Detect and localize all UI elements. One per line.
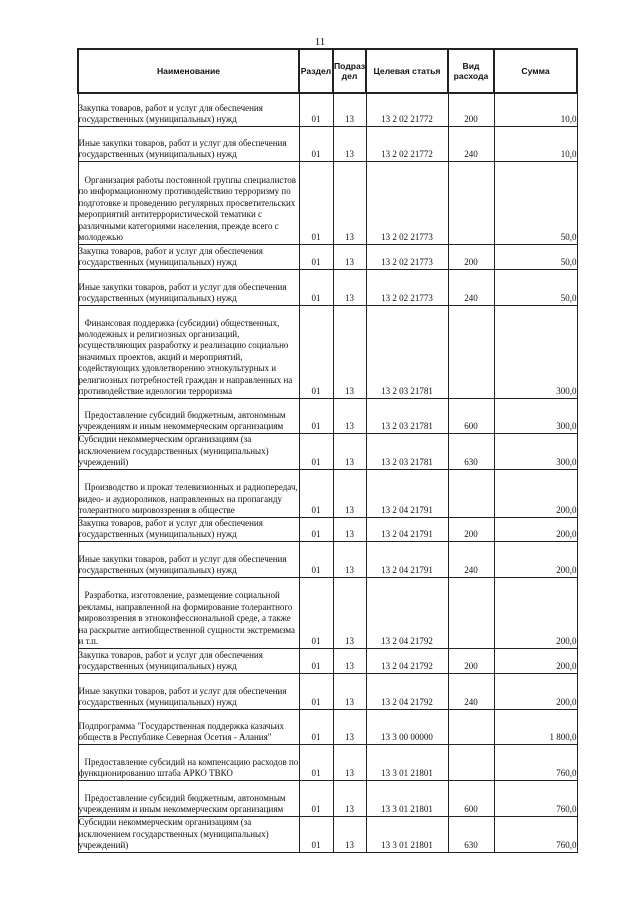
row-subsection: 13 xyxy=(333,577,366,648)
row-type xyxy=(448,469,494,517)
row-article: 13 3 01 21801 xyxy=(366,744,448,780)
row-article: 13 2 03 21781 xyxy=(366,433,448,469)
row-amount: 50,0 xyxy=(494,161,577,244)
row-subsection: 13 xyxy=(333,816,366,852)
row-article: 13 2 04 21792 xyxy=(366,673,448,709)
row-subsection: 13 xyxy=(333,93,366,126)
row-name: Предоставление субсидий на компенсацию расходов по функционированию штаба АРКО ТВКО xyxy=(78,744,299,780)
row-type: 240 xyxy=(448,269,494,305)
header-name: Наименование xyxy=(78,49,299,93)
row-type xyxy=(448,744,494,780)
row-section: 01 xyxy=(299,161,333,244)
row-article: 13 2 04 21791 xyxy=(366,517,448,541)
row-name: Подпрограмма "Государственная поддержка казачьих обществ в Республике Северная Осетия - Алания" xyxy=(78,709,299,744)
row-amount: 300,0 xyxy=(494,398,577,433)
row-type: 200 xyxy=(448,244,494,269)
row-section: 01 xyxy=(299,269,333,305)
row-name: Субсидии некоммерческим организациям (за исключением государственных (муниципальных) учреждений) xyxy=(78,816,299,852)
table-row xyxy=(78,244,577,269)
row-amount: 760,0 xyxy=(494,744,577,780)
header-expense-type: Вид расхода xyxy=(448,49,494,93)
row-article: 13 2 04 21792 xyxy=(366,577,448,648)
row-amount: 50,0 xyxy=(494,244,577,269)
row-section: 01 xyxy=(299,433,333,469)
row-section: 01 xyxy=(299,744,333,780)
row-amount: 760,0 xyxy=(494,780,577,816)
row-section: 01 xyxy=(299,398,333,433)
table-row xyxy=(78,305,577,398)
row-article: 13 2 02 21773 xyxy=(366,244,448,269)
row-name: Разработка, изготовление, размещение социальной рекламы, направленной на формирование толерантного мировоззрения в этноконфессиональной среде, а также на раскрытие антиобщественной сущности экстремизма и т.п. xyxy=(78,577,299,648)
row-section: 01 xyxy=(299,648,333,673)
row-amount: 10,0 xyxy=(494,93,577,126)
row-section: 01 xyxy=(299,673,333,709)
row-name: Производство и прокат телевизионных и радиопередач, видео- и аудиороликов, направленных на пропаганду толерантного мировоззрения в обществе xyxy=(78,469,299,517)
row-amount: 200,0 xyxy=(494,577,577,648)
row-article: 13 2 04 21791 xyxy=(366,541,448,577)
row-amount: 760,0 xyxy=(494,816,577,852)
row-subsection: 13 xyxy=(333,709,366,744)
row-subsection: 13 xyxy=(333,269,366,305)
row-amount: 200,0 xyxy=(494,648,577,673)
row-subsection: 13 xyxy=(333,541,366,577)
row-subsection: 13 xyxy=(333,744,366,780)
row-section: 01 xyxy=(299,93,333,126)
row-type: 600 xyxy=(448,398,494,433)
table-row xyxy=(78,816,577,852)
row-type xyxy=(448,577,494,648)
row-article: 13 3 00 00000 xyxy=(366,709,448,744)
row-section: 01 xyxy=(299,126,333,161)
row-amount: 1 800,0 xyxy=(494,709,577,744)
row-subsection: 13 xyxy=(333,305,366,398)
row-article: 13 2 02 21773 xyxy=(366,161,448,244)
row-subsection: 13 xyxy=(333,244,366,269)
row-type: 630 xyxy=(448,433,494,469)
table-row xyxy=(78,161,577,244)
row-type: 240 xyxy=(448,673,494,709)
row-amount: 200,0 xyxy=(494,469,577,517)
row-type: 200 xyxy=(448,517,494,541)
row-subsection: 13 xyxy=(333,126,366,161)
row-name: Иные закупки товаров, работ и услуг для обеспечения государственных (муниципальных) нужд xyxy=(78,673,299,709)
row-type xyxy=(448,161,494,244)
row-section: 01 xyxy=(299,577,333,648)
row-article: 13 2 04 21791 xyxy=(366,469,448,517)
table-row xyxy=(78,541,577,577)
row-type: 240 xyxy=(448,126,494,161)
row-type xyxy=(448,709,494,744)
row-section: 01 xyxy=(299,517,333,541)
row-article: 13 2 02 21773 xyxy=(366,269,448,305)
row-type: 240 xyxy=(448,541,494,577)
row-article: 13 2 03 21781 xyxy=(366,398,448,433)
row-name: Закупка товаров, работ и услуг для обеспечения государственных (муниципальных) нужд xyxy=(78,93,299,126)
row-section: 01 xyxy=(299,469,333,517)
row-subsection: 13 xyxy=(333,780,366,816)
row-article: 13 2 02 21772 xyxy=(366,93,448,126)
row-name: Иные закупки товаров, работ и услуг для обеспечения государственных (муниципальных) нужд xyxy=(78,126,299,161)
row-article: 13 2 03 21781 xyxy=(366,305,448,398)
table-row xyxy=(78,469,577,517)
header-target-article: Целевая статья xyxy=(366,49,448,93)
table-row xyxy=(78,648,577,673)
row-section: 01 xyxy=(299,305,333,398)
page-number: 11 xyxy=(314,36,326,48)
row-amount: 200,0 xyxy=(494,673,577,709)
row-type xyxy=(448,305,494,398)
row-article: 13 3 01 21801 xyxy=(366,816,448,852)
row-subsection: 13 xyxy=(333,673,366,709)
table-row xyxy=(78,433,577,469)
header-section: Раздел xyxy=(299,49,333,93)
row-type: 200 xyxy=(448,648,494,673)
row-subsection: 13 xyxy=(333,517,366,541)
row-subsection: 13 xyxy=(333,433,366,469)
table-row xyxy=(78,126,577,161)
row-article: 13 2 04 21792 xyxy=(366,648,448,673)
row-name: Закупка товаров, работ и услуг для обеспечения государственных (муниципальных) нужд xyxy=(78,517,299,541)
row-section: 01 xyxy=(299,816,333,852)
row-name: Предоставление субсидий бюджетным, автономным учреждениям и иным некоммерческим организациям xyxy=(78,398,299,433)
table-row xyxy=(78,673,577,709)
row-subsection: 13 xyxy=(333,161,366,244)
row-amount: 200,0 xyxy=(494,541,577,577)
row-section: 01 xyxy=(299,709,333,744)
row-amount: 200,0 xyxy=(494,517,577,541)
table-row xyxy=(78,269,577,305)
table-row xyxy=(78,577,577,648)
row-name: Финансовая поддержка (субсидии) общественных, молодежных и религиозных организаций, осуществляющих разработку и реализацию социально значимых проектов, акций и мероприятий, содействующих удовлетворению этнокультурных и религиозных потребностей граждан и направленных на противодействие идеологии терроризма xyxy=(78,305,299,398)
row-name: Предоставление субсидий бюджетным, автономным учреждениям и иным некоммерческим организациям xyxy=(78,780,299,816)
row-article: 13 2 02 21772 xyxy=(366,126,448,161)
row-name: Закупка товаров, работ и услуг для обеспечения государственных (муниципальных) нужд xyxy=(78,244,299,269)
row-amount: 10,0 xyxy=(494,126,577,161)
table-row xyxy=(78,398,577,433)
row-name: Организация работы постоянной группы специалистов по информационному противодействию терроризму по подготовке и проведению регулярных просветительских мероприятий антитеррористической тематики с различными категориями населения, прежде всего с молодежью xyxy=(78,161,299,244)
row-amount: 300,0 xyxy=(494,305,577,398)
table-row xyxy=(78,517,577,541)
row-subsection: 13 xyxy=(333,398,366,433)
row-type: 630 xyxy=(448,816,494,852)
row-amount: 50,0 xyxy=(494,269,577,305)
header-subsection: Подраз дел xyxy=(333,49,366,93)
header-amount: Сумма xyxy=(494,49,577,93)
table-row xyxy=(78,709,577,744)
row-article: 13 3 01 21801 xyxy=(366,780,448,816)
row-type: 200 xyxy=(448,93,494,126)
table-row xyxy=(78,744,577,780)
row-section: 01 xyxy=(299,244,333,269)
row-type: 600 xyxy=(448,780,494,816)
row-name: Закупка товаров, работ и услуг для обеспечения государственных (муниципальных) нужд xyxy=(78,648,299,673)
row-subsection: 13 xyxy=(333,648,366,673)
row-section: 01 xyxy=(299,780,333,816)
table-row xyxy=(78,93,577,126)
row-section: 01 xyxy=(299,541,333,577)
budget-table xyxy=(77,48,578,853)
row-subsection: 13 xyxy=(333,469,366,517)
row-name: Иные закупки товаров, работ и услуг для обеспечения государственных (муниципальных) нужд xyxy=(78,269,299,305)
table-row xyxy=(78,780,577,816)
row-name: Субсидии некоммерческим организациям (за исключением государственных (муниципальных) учреждений) xyxy=(78,433,299,469)
row-name: Иные закупки товаров, работ и услуг для обеспечения государственных (муниципальных) нужд xyxy=(78,541,299,577)
row-amount: 300,0 xyxy=(494,433,577,469)
